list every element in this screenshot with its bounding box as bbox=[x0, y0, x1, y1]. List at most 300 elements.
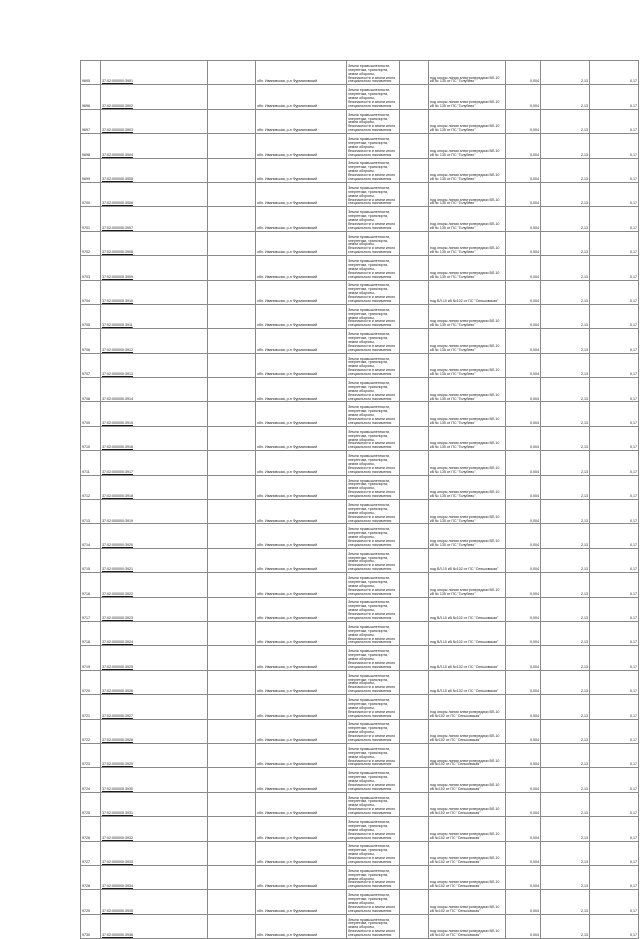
cell-address: обл. Ивановская, р-н Фурмановский bbox=[256, 890, 347, 914]
cell-value-1: 2,13 bbox=[541, 353, 590, 377]
cell-address: обл. Ивановская, р-н Фурмановский bbox=[256, 792, 347, 816]
cell-cadastral-number: 37:02:000000:3906 bbox=[101, 182, 208, 206]
cell-row-number: 9721 bbox=[81, 695, 101, 719]
cell-cadastral-number: 37:02:000000:3913 bbox=[101, 353, 208, 377]
cell-value-2: 0,17 bbox=[590, 768, 639, 792]
cell-value-2: 0,17 bbox=[590, 500, 639, 524]
cell-value-2: 0,17 bbox=[590, 280, 639, 304]
cell-row-number: 9719 bbox=[81, 646, 101, 670]
cell-value-1: 2,13 bbox=[541, 109, 590, 133]
cell-blank-cell bbox=[208, 353, 256, 377]
cell-address: обл. Ивановская, р-н Фурмановский bbox=[256, 353, 347, 377]
cell-address: обл. Ивановская, р-н Фурмановский bbox=[256, 207, 347, 231]
cell-area-value: 0,004 bbox=[506, 621, 541, 645]
cell-area-value: 0,004 bbox=[506, 182, 541, 206]
cell-value-1: 2,13 bbox=[541, 158, 590, 182]
cell-blank-cell bbox=[208, 817, 256, 841]
cell-blank-cell bbox=[400, 158, 429, 182]
cell-area-value: 0,004 bbox=[506, 743, 541, 767]
cell-address: обл. Ивановская, р-н Фурмановский bbox=[256, 280, 347, 304]
cell-permitted-use: под опоры линии электропередачи ВЛ-10 кВ № 135 от ПС "Голубево" bbox=[429, 353, 506, 377]
cell-value-1: 2,13 bbox=[541, 134, 590, 158]
cell-address: обл. Ивановская, р-н Фурмановский bbox=[256, 134, 347, 158]
cell-area-value: 0,004 bbox=[506, 597, 541, 621]
cell-address: обл. Ивановская, р-н Фурмановский bbox=[256, 451, 347, 475]
cell-value-1: 2,13 bbox=[541, 890, 590, 914]
cell-blank-cell bbox=[208, 426, 256, 450]
cell-row-number: 9700 bbox=[81, 182, 101, 206]
cell-cadastral-number: 37:02:000000:3902 bbox=[101, 85, 208, 109]
cell-row-number: 9703 bbox=[81, 256, 101, 280]
cell-blank-cell bbox=[208, 61, 256, 85]
cell-value-2: 0,17 bbox=[590, 109, 639, 133]
cell-permitted-use: под опоры линии электропередачи ВЛ-10 кВ № 135 от ПС "Голубево" bbox=[429, 500, 506, 524]
cell-row-number: 9714 bbox=[81, 524, 101, 548]
cell-land-category: Земли промышленности, энергетики, транспорта, земли обороны, безопасности и земли иного специального назначения bbox=[347, 841, 400, 865]
table-row bbox=[81, 573, 639, 597]
cell-address: обл. Ивановская, р-н Фурмановский bbox=[256, 621, 347, 645]
cell-blank-cell bbox=[400, 914, 429, 938]
cell-blank-cell bbox=[400, 426, 429, 450]
cell-permitted-use: под опоры линии электропередачи ВЛ-10 кВ № 135 от ПС "Голубево" bbox=[429, 182, 506, 206]
table-row bbox=[81, 890, 639, 914]
cell-address: обл. Ивановская, р-н Фурмановский bbox=[256, 231, 347, 255]
cell-row-number: 9717 bbox=[81, 597, 101, 621]
cell-value-2: 0,17 bbox=[590, 231, 639, 255]
cell-blank-cell bbox=[208, 621, 256, 645]
table-row bbox=[81, 109, 639, 133]
cell-value-1: 2,13 bbox=[541, 85, 590, 109]
cell-value-1: 2,13 bbox=[541, 743, 590, 767]
cell-address: обл. Ивановская, р-н Фурмановский bbox=[256, 524, 347, 548]
cell-value-2: 0,17 bbox=[590, 207, 639, 231]
table-row bbox=[81, 548, 639, 572]
cell-cadastral-number: 37:02:000000:3911 bbox=[101, 304, 208, 328]
cell-value-1: 2,13 bbox=[541, 475, 590, 499]
cell-row-number: 9727 bbox=[81, 841, 101, 865]
cell-cadastral-number: 37:02:000000:3918 bbox=[101, 475, 208, 499]
cell-area-value: 0,004 bbox=[506, 768, 541, 792]
cell-address: обл. Ивановская, р-н Фурмановский bbox=[256, 158, 347, 182]
cell-blank-cell bbox=[208, 109, 256, 133]
cell-blank-cell bbox=[208, 182, 256, 206]
cell-land-category: Земли промышленности, энергетики, транспорта, земли обороны, безопасности и земли иного специального назначения bbox=[347, 280, 400, 304]
cell-value-2: 0,17 bbox=[590, 61, 639, 85]
cell-row-number: 9695 bbox=[81, 61, 101, 85]
table-row bbox=[81, 865, 639, 889]
cell-land-category: Земли промышленности, энергетики, транспорта, земли обороны, безопасности и земли иного специального назначения bbox=[347, 134, 400, 158]
cell-value-1: 2,13 bbox=[541, 719, 590, 743]
table-row bbox=[81, 475, 639, 499]
table-row bbox=[81, 353, 639, 377]
cell-address: обл. Ивановская, р-н Фурмановский bbox=[256, 182, 347, 206]
cell-land-category: Земли промышленности, энергетики, транспорта, земли обороны, безопасности и земли иного специального назначения bbox=[347, 378, 400, 402]
cell-value-1: 2,13 bbox=[541, 695, 590, 719]
cell-value-1: 2,13 bbox=[541, 865, 590, 889]
cell-area-value: 0,004 bbox=[506, 231, 541, 255]
table-row bbox=[81, 426, 639, 450]
cell-address: обл. Ивановская, р-н Фурмановский bbox=[256, 841, 347, 865]
cell-address: обл. Ивановская, р-н Фурмановский bbox=[256, 548, 347, 572]
cell-cadastral-number: 37:02:000000:3904 bbox=[101, 134, 208, 158]
cell-value-2: 0,17 bbox=[590, 524, 639, 548]
cell-address: обл. Ивановская, р-н Фурмановский bbox=[256, 865, 347, 889]
cell-permitted-use: под ВЛ-10 кВ №102 от ПС "Сеньковская" bbox=[429, 646, 506, 670]
cell-row-number: 9720 bbox=[81, 670, 101, 694]
cell-blank-cell bbox=[400, 646, 429, 670]
cell-value-2: 0,17 bbox=[590, 182, 639, 206]
cell-blank-cell bbox=[208, 475, 256, 499]
cell-blank-cell bbox=[400, 85, 429, 109]
cell-address: обл. Ивановская, р-н Фурмановский bbox=[256, 719, 347, 743]
cell-cadastral-number: 37:02:000000:3927 bbox=[101, 695, 208, 719]
cell-value-2: 0,17 bbox=[590, 890, 639, 914]
cell-value-2: 0,17 bbox=[590, 719, 639, 743]
cell-address: обл. Ивановская, р-н Фурмановский bbox=[256, 85, 347, 109]
cell-blank-cell bbox=[400, 621, 429, 645]
cell-address: обл. Ивановская, р-н Фурмановский bbox=[256, 573, 347, 597]
cell-permitted-use: под опоры линии электропередачи ВЛ-10 кВ № 135 от ПС "Голубево" bbox=[429, 61, 506, 85]
cell-permitted-use: под опоры линии электропередачи ВЛ-10 кВ № 135 от ПС "Голубево" bbox=[429, 402, 506, 426]
cell-value-1: 2,13 bbox=[541, 524, 590, 548]
cell-cadastral-number: 37:02:000000:3929 bbox=[101, 743, 208, 767]
table-row bbox=[81, 792, 639, 816]
cell-value-2: 0,17 bbox=[590, 914, 639, 938]
cell-blank-cell bbox=[400, 61, 429, 85]
table-row bbox=[81, 134, 639, 158]
cell-blank-cell bbox=[208, 524, 256, 548]
cell-address: обл. Ивановская, р-н Фурмановский bbox=[256, 768, 347, 792]
cell-land-category: Земли промышленности, энергетики, транспорта, земли обороны, безопасности и земли иного специального назначения bbox=[347, 402, 400, 426]
cell-land-category: Земли промышленности, энергетики, транспорта, земли обороны, безопасности и земли иного специального назначения bbox=[347, 231, 400, 255]
cell-area-value: 0,004 bbox=[506, 109, 541, 133]
cell-land-category: Земли промышленности, энергетики, транспорта, земли обороны, безопасности и земли иного специального назначения bbox=[347, 426, 400, 450]
table-row bbox=[81, 61, 639, 85]
cell-value-1: 2,13 bbox=[541, 548, 590, 572]
cell-permitted-use: под опоры линии электропередачи ВЛ-10 кВ № 135 от ПС "Голубево" bbox=[429, 134, 506, 158]
cell-cadastral-number: 37:02:000000:3910 bbox=[101, 280, 208, 304]
cell-permitted-use: под опоры линии электропередачи ВЛ-10 кВ № 135 от ПС "Голубево" bbox=[429, 109, 506, 133]
cell-land-category: Земли промышленности, энергетики, транспорта, земли обороны, безопасности и земли иного специального назначения bbox=[347, 61, 400, 85]
cell-value-2: 0,17 bbox=[590, 134, 639, 158]
cell-blank-cell bbox=[208, 573, 256, 597]
cell-value-1: 2,13 bbox=[541, 914, 590, 938]
cell-land-category: Земли промышленности, энергетики, транспорта, земли обороны, безопасности и земли иного специального назначения bbox=[347, 597, 400, 621]
cell-blank-cell bbox=[400, 109, 429, 133]
cell-value-1: 2,13 bbox=[541, 402, 590, 426]
cell-permitted-use: под опоры линии электропередачи ВЛ-10 кВ № 135 от ПС "Голубево" bbox=[429, 304, 506, 328]
cell-permitted-use: под ВЛ-10 кВ №102 от ПС "Сеньковская" bbox=[429, 548, 506, 572]
cell-row-number: 9729 bbox=[81, 890, 101, 914]
cell-area-value: 0,004 bbox=[506, 158, 541, 182]
cell-cadastral-number: 37:02:000000:3914 bbox=[101, 378, 208, 402]
cell-address: обл. Ивановская, р-н Фурмановский bbox=[256, 670, 347, 694]
table-row bbox=[81, 841, 639, 865]
table-row bbox=[81, 817, 639, 841]
cell-cadastral-number: 37:02:000000:3907 bbox=[101, 207, 208, 231]
cell-blank-cell bbox=[208, 890, 256, 914]
land-register-table bbox=[80, 60, 639, 939]
cell-value-1: 2,13 bbox=[541, 329, 590, 353]
cell-cadastral-number: 37:02:000000:3919 bbox=[101, 500, 208, 524]
table-row bbox=[81, 182, 639, 206]
cell-address: обл. Ивановская, р-н Фурмановский bbox=[256, 61, 347, 85]
cell-cadastral-number: 37:02:000000:3931 bbox=[101, 792, 208, 816]
cell-value-1: 2,13 bbox=[541, 841, 590, 865]
cell-cadastral-number: 37:02:000000:3923 bbox=[101, 597, 208, 621]
cell-permitted-use: под опоры линии электропередачи ВЛ-10 кВ №102 от ПС "Сеньковская" bbox=[429, 768, 506, 792]
cell-row-number: 9723 bbox=[81, 743, 101, 767]
cell-area-value: 0,004 bbox=[506, 841, 541, 865]
cell-land-category: Земли промышленности, энергетики, транспорта, земли обороны, безопасности и земли иного специального назначения bbox=[347, 158, 400, 182]
cell-land-category: Земли промышленности, энергетики, транспорта, земли обороны, безопасности и земли иного специального назначения bbox=[347, 475, 400, 499]
cell-blank-cell bbox=[208, 158, 256, 182]
cell-row-number: 9709 bbox=[81, 402, 101, 426]
cell-permitted-use: под опоры линии электропередачи ВЛ-10 кВ № 135 от ПС "Голубево" bbox=[429, 207, 506, 231]
cell-row-number: 9711 bbox=[81, 451, 101, 475]
cell-blank-cell bbox=[400, 378, 429, 402]
cell-area-value: 0,004 bbox=[506, 548, 541, 572]
cell-row-number: 9701 bbox=[81, 207, 101, 231]
cell-land-category: Земли промышленности, энергетики, транспорта, земли обороны, безопасности и земли иного специального назначения bbox=[347, 914, 400, 938]
cell-area-value: 0,004 bbox=[506, 500, 541, 524]
cell-permitted-use: под опоры линии электропередачи ВЛ-10 кВ № 135 от ПС "Голубево" bbox=[429, 451, 506, 475]
cell-blank-cell bbox=[208, 304, 256, 328]
cell-area-value: 0,004 bbox=[506, 207, 541, 231]
cell-blank-cell bbox=[208, 256, 256, 280]
cell-blank-cell bbox=[400, 134, 429, 158]
cell-row-number: 9730 bbox=[81, 914, 101, 938]
cell-permitted-use: под ВЛ-10 кВ №102 от ПС "Сеньковская" bbox=[429, 597, 506, 621]
cell-address: обл. Ивановская, р-н Фурмановский bbox=[256, 695, 347, 719]
cell-land-category: Земли промышленности, энергетики, транспорта, земли обороны, безопасности и земли иного специального назначения bbox=[347, 182, 400, 206]
cell-land-category: Земли промышленности, энергетики, транспорта, земли обороны, безопасности и земли иного специального назначения bbox=[347, 890, 400, 914]
cell-permitted-use: под опоры линии электропередачи ВЛ-10 кВ № 135 от ПС "Голубево" bbox=[429, 231, 506, 255]
cell-value-2: 0,17 bbox=[590, 451, 639, 475]
cell-blank-cell bbox=[208, 646, 256, 670]
cell-area-value: 0,004 bbox=[506, 573, 541, 597]
cell-permitted-use: под опоры линии электропередачи ВЛ-10 кВ № 135 от ПС "Голубево" bbox=[429, 524, 506, 548]
cell-blank-cell bbox=[400, 670, 429, 694]
cell-blank-cell bbox=[400, 402, 429, 426]
cell-permitted-use: под опоры линии электропередачи ВЛ-10 кВ №102 от ПС "Сеньковская" bbox=[429, 743, 506, 767]
cell-land-category: Земли промышленности, энергетики, транспорта, земли обороны, безопасности и земли иного специального назначения bbox=[347, 817, 400, 841]
cell-area-value: 0,004 bbox=[506, 353, 541, 377]
cell-area-value: 0,004 bbox=[506, 329, 541, 353]
cell-land-category: Земли промышленности, энергетики, транспорта, земли обороны, безопасности и земли иного специального назначения bbox=[347, 207, 400, 231]
cell-land-category: Земли промышленности, энергетики, транспорта, земли обороны, безопасности и земли иного специального назначения bbox=[347, 85, 400, 109]
cell-permitted-use: под опоры линии электропередачи ВЛ-10 кВ №102 от ПС "Сеньковская" bbox=[429, 914, 506, 938]
cell-blank-cell bbox=[400, 695, 429, 719]
cell-cadastral-number: 37:02:000000:3903 bbox=[101, 109, 208, 133]
cell-blank-cell bbox=[208, 548, 256, 572]
cell-value-1: 2,13 bbox=[541, 597, 590, 621]
cell-blank-cell bbox=[400, 768, 429, 792]
cell-blank-cell bbox=[208, 451, 256, 475]
table-row bbox=[81, 914, 639, 938]
cell-cadastral-number: 37:02:000000:3924 bbox=[101, 621, 208, 645]
cell-cadastral-number: 37:02:000000:3932 bbox=[101, 817, 208, 841]
cell-value-2: 0,17 bbox=[590, 548, 639, 572]
cell-blank-cell bbox=[400, 548, 429, 572]
cell-permitted-use: под опоры линии электропередачи ВЛ-10 кВ № 135 от ПС "Голубево" bbox=[429, 426, 506, 450]
cell-value-1: 2,13 bbox=[541, 231, 590, 255]
cell-value-2: 0,17 bbox=[590, 670, 639, 694]
cell-value-2: 0,17 bbox=[590, 378, 639, 402]
cell-area-value: 0,004 bbox=[506, 451, 541, 475]
cell-address: обл. Ивановская, р-н Фурмановский bbox=[256, 914, 347, 938]
cell-row-number: 9718 bbox=[81, 621, 101, 645]
cell-land-category: Земли промышленности, энергетики, транспорта, земли обороны, безопасности и земли иного специального назначения bbox=[347, 548, 400, 572]
cell-land-category: Земли промышленности, энергетики, транспорта, земли обороны, безопасности и земли иного специального назначения bbox=[347, 621, 400, 645]
cell-blank-cell bbox=[208, 695, 256, 719]
cell-blank-cell bbox=[400, 792, 429, 816]
cell-value-2: 0,17 bbox=[590, 85, 639, 109]
cell-value-1: 2,13 bbox=[541, 792, 590, 816]
cell-blank-cell bbox=[208, 231, 256, 255]
cell-area-value: 0,004 bbox=[506, 61, 541, 85]
table-row bbox=[81, 621, 639, 645]
cell-permitted-use: под опоры линии электропередачи ВЛ-10 кВ № 135 от ПС "Голубево" bbox=[429, 378, 506, 402]
cell-row-number: 9710 bbox=[81, 426, 101, 450]
cell-permitted-use: под опоры линии электропередачи ВЛ-10 кВ № 135 от ПС "Голубево" bbox=[429, 329, 506, 353]
cell-value-1: 2,13 bbox=[541, 182, 590, 206]
cell-land-category: Земли промышленности, энергетики, транспорта, земли обороны, безопасности и земли иного специального назначения bbox=[347, 329, 400, 353]
cell-cadastral-number: 37:02:000000:3912 bbox=[101, 329, 208, 353]
cell-permitted-use: под опоры линии электропередачи ВЛ-10 кВ №102 от ПС "Сеньковская" bbox=[429, 865, 506, 889]
cell-area-value: 0,004 bbox=[506, 890, 541, 914]
cell-row-number: 9707 bbox=[81, 353, 101, 377]
cell-land-category: Земли промышленности, энергетики, транспорта, земли обороны, безопасности и земли иного специального назначения bbox=[347, 500, 400, 524]
cell-address: обл. Ивановская, р-н Фурмановский bbox=[256, 426, 347, 450]
cell-row-number: 9716 bbox=[81, 573, 101, 597]
cell-row-number: 9706 bbox=[81, 329, 101, 353]
cell-value-2: 0,17 bbox=[590, 792, 639, 816]
cell-area-value: 0,004 bbox=[506, 304, 541, 328]
cell-area-value: 0,004 bbox=[506, 817, 541, 841]
cell-cadastral-number: 37:02:000000:3921 bbox=[101, 548, 208, 572]
cell-blank-cell bbox=[208, 280, 256, 304]
cell-blank-cell bbox=[208, 207, 256, 231]
cell-blank-cell bbox=[208, 865, 256, 889]
cell-row-number: 9704 bbox=[81, 280, 101, 304]
cell-address: обл. Ивановская, р-н Фурмановский bbox=[256, 304, 347, 328]
table-row bbox=[81, 695, 639, 719]
cell-value-2: 0,17 bbox=[590, 402, 639, 426]
cell-row-number: 9705 bbox=[81, 304, 101, 328]
cell-cadastral-number: 37:02:000000:3930 bbox=[101, 768, 208, 792]
table-row bbox=[81, 304, 639, 328]
cell-cadastral-number: 37:02:000000:3935 bbox=[101, 890, 208, 914]
cell-cadastral-number: 37:02:000000:3934 bbox=[101, 865, 208, 889]
cell-area-value: 0,004 bbox=[506, 256, 541, 280]
cell-row-number: 9702 bbox=[81, 231, 101, 255]
cell-value-2: 0,17 bbox=[590, 329, 639, 353]
cell-area-value: 0,004 bbox=[506, 792, 541, 816]
table-row bbox=[81, 646, 639, 670]
cell-value-2: 0,17 bbox=[590, 597, 639, 621]
cell-area-value: 0,004 bbox=[506, 524, 541, 548]
cell-permitted-use: под опоры линии электропередачи ВЛ-10 кВ №102 от ПС "Сеньковская" bbox=[429, 890, 506, 914]
cell-permitted-use: под опоры линии электропередачи ВЛ-10 кВ №102 от ПС "Сеньковская" bbox=[429, 817, 506, 841]
table-row bbox=[81, 500, 639, 524]
cell-cadastral-number: 37:02:000000:3901 bbox=[101, 61, 208, 85]
cell-blank-cell bbox=[400, 329, 429, 353]
cell-blank-cell bbox=[400, 524, 429, 548]
cell-blank-cell bbox=[208, 597, 256, 621]
cell-permitted-use: под опоры линии электропередачи ВЛ-10 кВ № 135 от ПС "Голубево" bbox=[429, 573, 506, 597]
cell-land-category: Земли промышленности, энергетики, транспорта, земли обороны, безопасности и земли иного специального назначения bbox=[347, 695, 400, 719]
cell-blank-cell bbox=[400, 841, 429, 865]
cell-area-value: 0,004 bbox=[506, 475, 541, 499]
cell-blank-cell bbox=[400, 451, 429, 475]
cell-value-1: 2,13 bbox=[541, 670, 590, 694]
cell-permitted-use: под опоры линии электропередачи ВЛ-10 кВ №102 от ПС "Сеньковская" bbox=[429, 841, 506, 865]
cell-land-category: Земли промышленности, энергетики, транспорта, земли обороны, безопасности и земли иного специального назначения bbox=[347, 304, 400, 328]
table-row bbox=[81, 329, 639, 353]
cell-blank-cell bbox=[400, 280, 429, 304]
cell-row-number: 9708 bbox=[81, 378, 101, 402]
cell-value-1: 2,13 bbox=[541, 426, 590, 450]
cell-area-value: 0,004 bbox=[506, 695, 541, 719]
table-row bbox=[81, 597, 639, 621]
cell-land-category: Земли промышленности, энергетики, транспорта, земли обороны, безопасности и земли иного специального назначения bbox=[347, 451, 400, 475]
cell-address: обл. Ивановская, р-н Фурмановский bbox=[256, 378, 347, 402]
cell-row-number: 9726 bbox=[81, 817, 101, 841]
cell-address: обл. Ивановская, р-н Фурмановский bbox=[256, 109, 347, 133]
cell-cadastral-number: 37:02:000000:3917 bbox=[101, 451, 208, 475]
cell-value-1: 2,13 bbox=[541, 500, 590, 524]
cell-row-number: 9698 bbox=[81, 134, 101, 158]
cell-address: обл. Ивановская, р-н Фурмановский bbox=[256, 402, 347, 426]
cell-cadastral-number: 37:02:000000:3922 bbox=[101, 573, 208, 597]
cell-value-1: 2,13 bbox=[541, 817, 590, 841]
table-row bbox=[81, 85, 639, 109]
cell-blank-cell bbox=[208, 500, 256, 524]
table-row bbox=[81, 231, 639, 255]
cell-cadastral-number: 37:02:000000:3925 bbox=[101, 646, 208, 670]
cell-land-category: Земли промышленности, энергетики, транспорта, земли обороны, безопасности и земли иного специального назначения bbox=[347, 109, 400, 133]
cell-area-value: 0,004 bbox=[506, 865, 541, 889]
cell-value-2: 0,17 bbox=[590, 475, 639, 499]
cell-row-number: 9712 bbox=[81, 475, 101, 499]
land-register-sheet bbox=[80, 60, 637, 939]
cell-cadastral-number: 37:02:000000:3920 bbox=[101, 524, 208, 548]
cell-address: обл. Ивановская, р-н Фурмановский bbox=[256, 475, 347, 499]
cell-address: обл. Ивановская, р-н Фурмановский bbox=[256, 597, 347, 621]
cell-blank-cell bbox=[400, 475, 429, 499]
cell-row-number: 9722 bbox=[81, 719, 101, 743]
cell-row-number: 9697 bbox=[81, 109, 101, 133]
cell-row-number: 9696 bbox=[81, 85, 101, 109]
cell-blank-cell bbox=[208, 85, 256, 109]
cell-blank-cell bbox=[400, 719, 429, 743]
cell-blank-cell bbox=[400, 890, 429, 914]
cell-value-2: 0,17 bbox=[590, 426, 639, 450]
cell-blank-cell bbox=[400, 304, 429, 328]
cell-value-1: 2,13 bbox=[541, 61, 590, 85]
cell-land-category: Земли промышленности, энергетики, транспорта, земли обороны, безопасности и земли иного специального назначения bbox=[347, 353, 400, 377]
table-row bbox=[81, 451, 639, 475]
cell-blank-cell bbox=[400, 256, 429, 280]
table-row bbox=[81, 670, 639, 694]
table-row bbox=[81, 158, 639, 182]
cell-value-2: 0,17 bbox=[590, 353, 639, 377]
cell-cadastral-number: 37:02:000000:3908 bbox=[101, 231, 208, 255]
cell-address: обл. Ивановская, р-н Фурмановский bbox=[256, 646, 347, 670]
cell-value-2: 0,17 bbox=[590, 646, 639, 670]
cell-permitted-use: под опоры линии электропередачи ВЛ-10 кВ №102 от ПС "Сеньковская" bbox=[429, 792, 506, 816]
